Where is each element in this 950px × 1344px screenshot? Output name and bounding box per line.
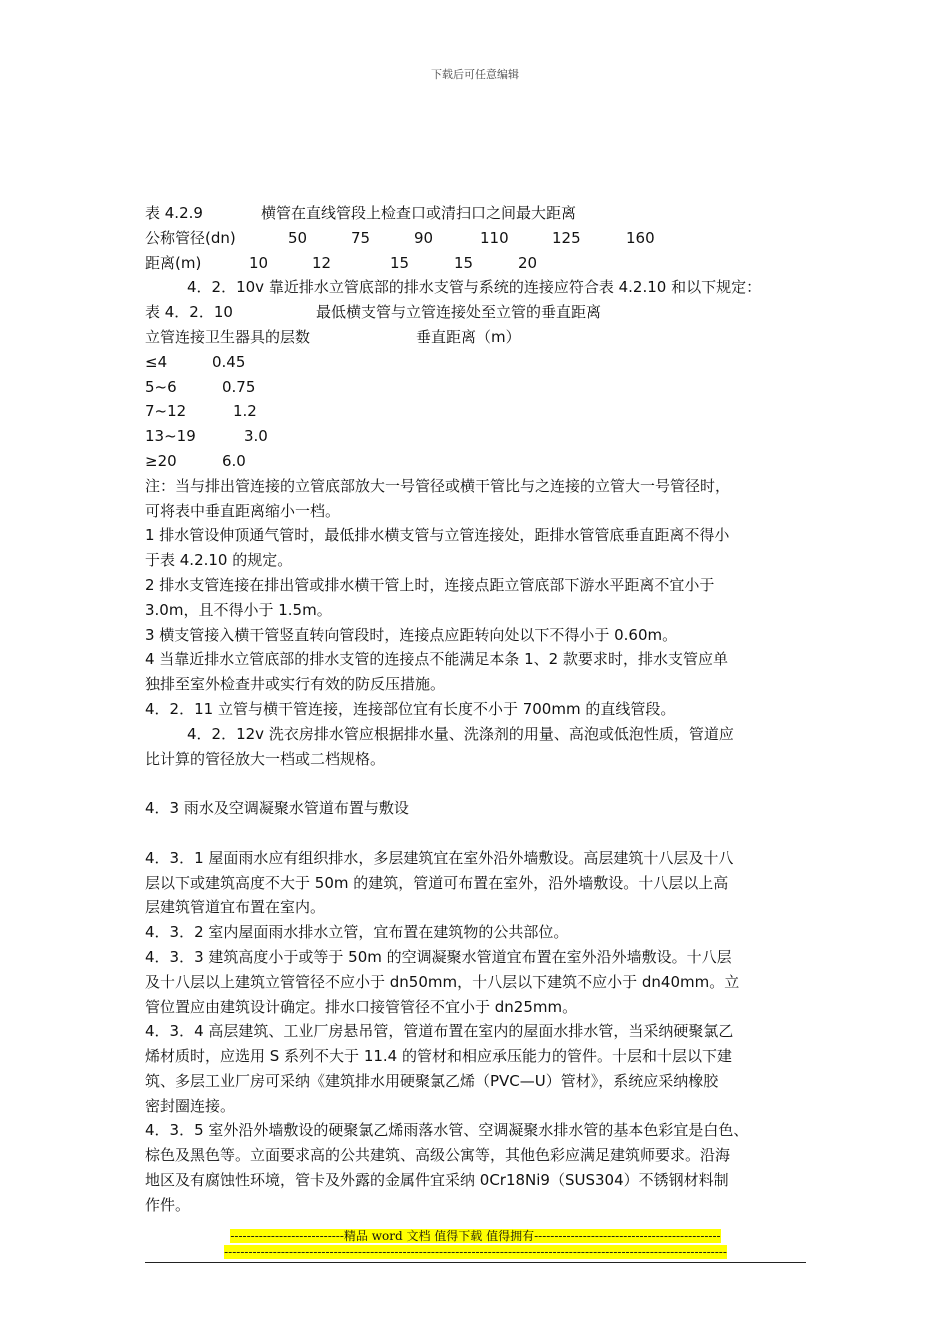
table-429-number: 表 4.2.9	[145, 204, 203, 222]
table-4210-row	[145, 424, 813, 449]
table-cell: 125	[552, 228, 581, 247]
note-line: 可将表中垂直距离缩小一档。	[145, 501, 341, 520]
table-4210-number: 表 4．2．10	[145, 303, 233, 322]
item-3-line: 3 横支管接入横干管竖直转向管段时，连接点应距转向处以下不得小于 0.60m。	[145, 625, 678, 644]
table-429-caption	[145, 201, 813, 226]
item-4-line: 4 当靠近排水立管底部的排水支管的连接点不能满足本条 1、2 款要求时，排水支管应单	[145, 650, 728, 669]
table-cell: 15	[390, 253, 410, 272]
table-cell: 15	[454, 253, 474, 272]
table-cell: ≥20	[145, 451, 177, 470]
table-cell: 12	[312, 253, 332, 272]
item-1-line: 1 排水管设伸顶通气管时，最低排水横支管与立管连接处，距排水管管底垂直距离不得小	[145, 526, 730, 545]
clause-4-3-3-line: 4．3．3 建筑高度小于或等于 50m 的空调凝聚水管道宜布置在室外沿外墙敷设。十八层	[145, 947, 732, 966]
clause-4-2-11: 4．2．11 立管与横干管连接，连接部位宜有长度不小于 700mm 的直线管段。	[145, 699, 676, 718]
clause-4-3-4-line: 筑、多层工业厂房可采纳《建筑排水用硬聚氯乙烯（PVC—U）管材》，系统应采纳橡胶	[145, 1071, 719, 1090]
note-line: 注：当与排出管连接的立管底部放大一号管径或横干管比与之连接的立管大一号管径时，	[145, 476, 731, 495]
table-cell: 1.2	[233, 402, 257, 421]
page-footer	[145, 1228, 806, 1260]
clause-4-3-4-line: 4．3．4 高层建筑、工业厂房悬吊管，管道布置在室内的屋面水排水管，当采纳硬聚氯乙	[145, 1022, 734, 1041]
clause-4-3-4-line: 烯材质时，应选用 S 系列不大于 11.4 的管材和相应承压能力的管件。十层和十层以下建	[145, 1047, 732, 1066]
table-cell: 160	[626, 228, 655, 247]
table-cell: 7~12	[145, 402, 187, 421]
table-cell: 13~19	[145, 427, 196, 446]
table-4210-title: 最低横支管与立管连接处至立管的垂直距离	[316, 303, 602, 322]
footer-rule	[145, 1262, 806, 1263]
page-header: 下载后可任意编辑	[431, 68, 519, 81]
item-4-line: 独排至室外检查井或实行有效的防反压措施。	[145, 675, 446, 694]
table-4210-row	[145, 350, 813, 375]
clause-4-3-1-line: 层建筑管道宜布置在室内。	[145, 898, 326, 917]
document-body	[145, 201, 813, 1218]
table-4210-row	[145, 399, 813, 424]
clause-4-3-5-line: 4．3．5 室外沿外墙敷设的硬聚氯乙烯雨落水管、空调凝聚水排水管的基本色彩宜是白色、	[145, 1121, 749, 1140]
table-cell: 距离(m)	[145, 253, 202, 272]
table-4210-row	[145, 375, 813, 400]
table-cell: 110	[480, 228, 509, 247]
table-4210-caption	[145, 300, 813, 325]
clause-4-3-3-line: 及十八层以上建筑立管管径不应小于 dn50mm，十八层以下建筑不应小于 dn40mm。立	[145, 972, 740, 991]
blank-line	[145, 821, 813, 846]
clause-4-3-4-line: 密封圈连接。	[145, 1096, 236, 1115]
item-2-line: 2 排水支管连接在排出管或排水横干管上时，连接点距立管底部下游水平距离不宜小于	[145, 575, 715, 594]
clause-4-3-3-line: 管位置应由建筑设计确定。排水口接管管径不宜小于 dn25mm。	[145, 997, 578, 1016]
item-1-line: 于表 4.2.10 的规定。	[145, 551, 293, 570]
clause-4-3-5-line: 地区及有腐蚀性环境，管卡及外露的金属件宜采纳 0Cr18Ni9（SUS304）不锈钢材料制	[145, 1171, 729, 1190]
table-cell: 20	[518, 253, 538, 272]
table-header-cell: 立管连接卫生器具的层数	[145, 327, 311, 346]
table-cell: ≤4	[145, 352, 168, 371]
table-cell: 50	[288, 228, 308, 247]
table-cell: 0.45	[212, 352, 246, 371]
clause-4-3-1-line: 层以下或建筑高度不大于 50m 的建筑，管道可布置在室外，沿外墙敷设。十八层以上高	[145, 873, 729, 892]
table-cell: 公称管径(dn)	[145, 228, 236, 247]
clause-4-3-1-line: 4．3．1 屋面雨水应有组织排水，多层建筑宜在室外沿外墙敷设。高层建筑十八层及十八	[145, 848, 734, 867]
clause-4-3-5-line: 棕色及黑色等。立面要求高的公共建筑、高级公寓等，其他色彩应满足建筑师要求。沿海	[145, 1146, 731, 1165]
footer-dash-line: ----------------------------------------------------------------------------------------------------------------------------	[224, 1245, 727, 1259]
table-cell: 75	[351, 228, 371, 247]
table-429-title: 横管在直线管段上检查口或清扫口之间最大距离	[261, 204, 577, 222]
table-cell: 6.0	[222, 451, 246, 470]
clause-4-2-12-line: 4．2．12v 洗衣房排水管应根据排水量、洗涤剂的用量、高泡或低泡性质，管道应	[187, 724, 734, 743]
table-429-row-distance	[145, 251, 813, 276]
section-4-3-heading: 4．3 雨水及空调凝聚水管道布置与敷设	[145, 799, 409, 818]
clause-4-3-2: 4．3．2 室内屋面雨水排水立管，宜布置在建筑物的公共部位。	[145, 923, 569, 942]
table-cell: 10	[249, 253, 269, 272]
table-cell: 3.0	[244, 427, 268, 446]
blank-line	[145, 771, 813, 796]
table-4210-row	[145, 449, 813, 474]
table-cell: 0.75	[222, 377, 256, 396]
table-cell: 5~6	[145, 377, 177, 396]
table-header-cell: 垂直距离（m）	[416, 327, 521, 346]
footer-banner-line: ----------------------------精品 word 文档 值得下载 值得拥有----------------------------------------------	[230, 1229, 721, 1243]
clause-4-3-5-line: 作件。	[145, 1195, 191, 1214]
item-2-line: 3.0m，且不得小于 1.5m。	[145, 600, 332, 619]
table-429-row-diameter	[145, 226, 813, 251]
table-4210-header	[145, 325, 813, 350]
clause-4-2-10: 4．2．10v 靠近排水立管底部的排水支管与系统的连接应符合表 4.2.10 和以下规定：	[187, 278, 762, 297]
clause-4-2-12-line: 比计算的管径放大一档或二档规格。	[145, 749, 386, 768]
table-cell: 90	[414, 228, 434, 247]
